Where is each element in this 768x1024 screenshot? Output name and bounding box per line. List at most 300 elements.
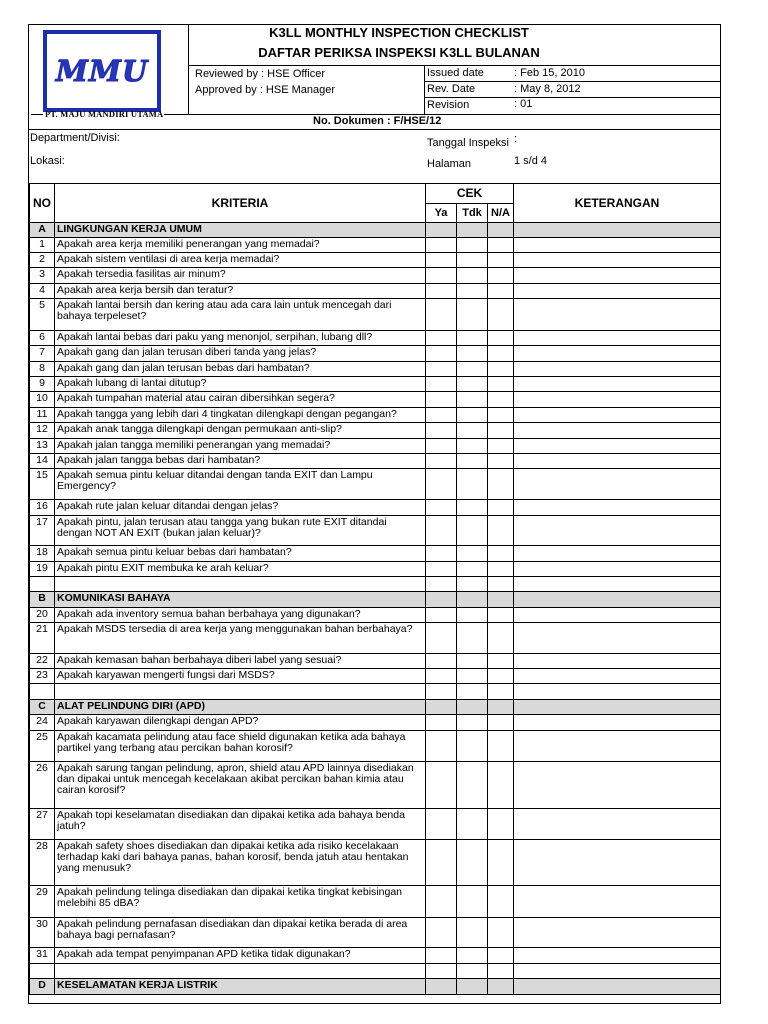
check-na-cell[interactable]: [488, 948, 514, 964]
check-na-cell[interactable]: [488, 546, 514, 562]
check-tdk-cell[interactable]: [457, 840, 488, 886]
check-na-cell[interactable]: [488, 362, 514, 377]
check-tdk-cell[interactable]: [457, 346, 488, 362]
keterangan-cell[interactable]: [514, 238, 721, 253]
row-number: D: [30, 979, 55, 995]
row-number: 21: [30, 623, 55, 654]
check-na-cell[interactable]: [488, 623, 514, 654]
check-ya-cell[interactable]: [426, 809, 457, 840]
criteria-text: Apakah kacamata pelindung atau face shield digunakan ketika ada bahaya partikel yang terbang atau percikan bahan korosif?: [55, 731, 426, 762]
check-tdk-cell[interactable]: [457, 715, 488, 731]
check-tdk-cell[interactable]: [457, 762, 488, 809]
title-indonesian: DAFTAR PERIKSA INSPEKSI K3LL BULANAN: [258, 45, 540, 60]
check-ya-cell[interactable]: [426, 577, 457, 592]
row-number: 19: [30, 562, 55, 577]
check-tdk-cell: [457, 979, 488, 995]
keterangan-cell[interactable]: [514, 669, 721, 684]
row-number: 31: [30, 948, 55, 964]
title-english: K3LL MONTHLY INSPECTION CHECKLIST: [269, 25, 529, 40]
check-ya-cell[interactable]: [426, 654, 457, 669]
check-na-cell[interactable]: [488, 809, 514, 840]
criteria-text: Apakah ada inventory semua bahan berbahaya yang digunakan?: [55, 608, 426, 623]
criteria-text: Apakah pelindung pernafasan disediakan dan dipakai ketika berada di area bahaya bagi pernafasan?: [55, 918, 426, 948]
row-number: 15: [30, 469, 55, 500]
row-number: [30, 684, 55, 700]
check-na-cell[interactable]: [488, 684, 514, 700]
table-row: [30, 623, 721, 654]
check-na-cell: [488, 592, 514, 608]
reviewed-by: Reviewed by : HSE Officer: [195, 68, 326, 80]
check-tdk-cell: [457, 223, 488, 238]
table-row: [30, 253, 721, 268]
halaman-label: Halaman: [427, 158, 472, 170]
criteria-text: Apakah tumpahan material atau cairan dibersihkan segera?: [55, 392, 426, 408]
divider: [188, 25, 189, 114]
keterangan-cell[interactable]: [514, 253, 721, 268]
halaman-value: 1 s/d 4: [514, 155, 548, 167]
criteria-text: Apakah safety shoes disediakan dan dipakai ketika ada risiko kecelakaan terhadap kaki dari bahaya panas, bahan korosif, benda jatuh atau hentakan yang menusuk?: [55, 840, 426, 886]
keterangan-cell[interactable]: [514, 454, 721, 469]
column-cek: CEK: [426, 184, 514, 204]
rev-date-label: Rev. Date: [427, 83, 476, 95]
check-na-cell[interactable]: [488, 886, 514, 918]
row-number: A: [30, 223, 55, 238]
criteria-text: Apakah topi keselamatan disediakan dan dipakai ketika ada bahaya benda jatuh?: [55, 809, 426, 840]
keterangan-cell[interactable]: [514, 964, 721, 979]
section-row: [30, 700, 721, 715]
check-ya-cell: [426, 223, 457, 238]
criteria-text: Apakah pintu EXIT membuka ke arah keluar?: [55, 562, 426, 577]
keterangan-cell[interactable]: [514, 331, 721, 346]
check-ya-cell: [426, 592, 457, 608]
keterangan-cell[interactable]: [514, 362, 721, 377]
table-row: [30, 331, 721, 346]
check-tdk-cell[interactable]: [457, 454, 488, 469]
check-tdk-cell[interactable]: [457, 577, 488, 592]
table-row: [30, 546, 721, 562]
check-tdk-cell[interactable]: [457, 392, 488, 408]
divider: [31, 114, 43, 115]
row-number: [30, 964, 55, 979]
row-number: 27: [30, 809, 55, 840]
table-row: [30, 886, 721, 918]
approved-by: Approved by : HSE Manager: [195, 84, 336, 96]
keterangan-cell[interactable]: [514, 500, 721, 516]
table-row: [30, 408, 721, 423]
criteria-text: Apakah lubang di lantai ditutup?: [55, 377, 426, 392]
check-na-cell[interactable]: [488, 669, 514, 684]
check-na-cell[interactable]: [488, 577, 514, 592]
keterangan-cell[interactable]: [514, 377, 721, 392]
keterangan-cell[interactable]: [514, 423, 721, 439]
criteria-text: Apakah lantai bersih dan kering atau ada cara lain untuk mencegah dari bahaya terpeleset?: [55, 299, 426, 331]
check-tdk-cell[interactable]: [457, 546, 488, 562]
check-na-cell[interactable]: [488, 918, 514, 948]
section-row: [30, 979, 721, 995]
keterangan-cell[interactable]: [514, 918, 721, 948]
section-row: [30, 592, 721, 608]
check-na-cell[interactable]: [488, 268, 514, 284]
check-tdk-cell[interactable]: [457, 731, 488, 762]
row-number: 12: [30, 423, 55, 439]
revision-value: : 01: [514, 98, 533, 110]
divider: [164, 114, 188, 115]
criteria-text: Apakah jalan tangga bebas dari hambatan?: [55, 454, 426, 469]
table-row: [30, 454, 721, 469]
criteria-text: Apakah sarung tangan pelindung, apron, shield atau APD lainnya disediakan dan dipakai untuk mencegah kecelakaan akibat percikan bahan kimia atau cairan korosif?: [55, 762, 426, 809]
keterangan-cell[interactable]: [514, 715, 721, 731]
table-row: [30, 469, 721, 500]
check-ya-cell[interactable]: [426, 439, 457, 454]
keterangan-cell[interactable]: [514, 623, 721, 654]
check-ya-cell[interactable]: [426, 562, 457, 577]
keterangan-cell[interactable]: [514, 608, 721, 623]
check-na-cell[interactable]: [488, 284, 514, 299]
check-ya-cell[interactable]: [426, 918, 457, 948]
check-ya-cell[interactable]: [426, 948, 457, 964]
row-number: 3: [30, 268, 55, 284]
check-ya-cell[interactable]: [426, 715, 457, 731]
keterangan-cell[interactable]: [514, 408, 721, 423]
check-na-cell[interactable]: [488, 715, 514, 731]
row-number: 4: [30, 284, 55, 299]
row-number: 17: [30, 516, 55, 546]
section-title: KESELAMATAN KERJA LISTRIK: [55, 979, 426, 995]
keterangan-cell[interactable]: [514, 562, 721, 577]
criteria-text: Apakah jalan tangga memiliki penerangan yang memadai?: [55, 439, 426, 454]
checklist-sheet: [28, 24, 721, 1004]
check-ya-cell[interactable]: [426, 346, 457, 362]
check-ya-cell[interactable]: [426, 886, 457, 918]
check-na-cell: [488, 700, 514, 715]
criteria-text: Apakah anak tangga dilengkapi dengan permukaan anti-slip?: [55, 423, 426, 439]
check-na-cell[interactable]: [488, 454, 514, 469]
row-number: 22: [30, 654, 55, 669]
check-tdk-cell[interactable]: [457, 423, 488, 439]
row-number: 24: [30, 715, 55, 731]
row-number: B: [30, 592, 55, 608]
row-number: C: [30, 700, 55, 715]
divider: [424, 81, 720, 82]
check-tdk-cell[interactable]: [457, 948, 488, 964]
table-row: [30, 964, 721, 979]
check-tdk-cell[interactable]: [457, 684, 488, 700]
check-tdk-cell[interactable]: [457, 238, 488, 253]
company-name: PT. MAJU MANDIRI UTAMA: [45, 109, 164, 119]
keterangan-cell[interactable]: [514, 948, 721, 964]
criteria-text: Apakah area kerja memiliki penerangan yang memadai?: [55, 238, 426, 253]
check-tdk-cell[interactable]: [457, 253, 488, 268]
keterangan-cell[interactable]: [514, 268, 721, 284]
table-row: [30, 715, 721, 731]
divider: [188, 65, 720, 66]
check-ya-cell[interactable]: [426, 238, 457, 253]
check-tdk-cell[interactable]: [457, 500, 488, 516]
row-number: 13: [30, 439, 55, 454]
check-tdk-cell[interactable]: [457, 377, 488, 392]
check-na-cell[interactable]: [488, 299, 514, 331]
section-row: [30, 223, 721, 238]
divider: [424, 65, 425, 114]
check-na-cell[interactable]: [488, 654, 514, 669]
check-na-cell[interactable]: [488, 439, 514, 454]
row-number: 29: [30, 886, 55, 918]
check-ya-cell[interactable]: [426, 731, 457, 762]
check-ya-cell[interactable]: [426, 669, 457, 684]
check-tdk-cell[interactable]: [457, 654, 488, 669]
section-title: LINGKUNGAN KERJA UMUM: [55, 223, 426, 238]
check-na-cell[interactable]: [488, 762, 514, 809]
row-number: 8: [30, 362, 55, 377]
check-tdk-cell[interactable]: [457, 623, 488, 654]
keterangan-cell[interactable]: [514, 346, 721, 362]
check-ya-cell[interactable]: [426, 546, 457, 562]
check-tdk-cell[interactable]: [457, 669, 488, 684]
issued-date-value: : Feb 15, 2010: [514, 67, 585, 79]
criteria-text: Apakah sistem ventilasi di area kerja memadai?: [55, 253, 426, 268]
check-ya-cell: [426, 700, 457, 715]
check-ya-cell[interactable]: [426, 454, 457, 469]
check-tdk-cell[interactable]: [457, 268, 488, 284]
check-na-cell[interactable]: [488, 731, 514, 762]
check-ya-cell[interactable]: [426, 377, 457, 392]
check-tdk-cell: [457, 592, 488, 608]
row-number: 25: [30, 731, 55, 762]
check-na-cell[interactable]: [488, 562, 514, 577]
row-number: 14: [30, 454, 55, 469]
criteria-text: [55, 577, 426, 592]
table-row: [30, 809, 721, 840]
check-ya-cell[interactable]: [426, 684, 457, 700]
column-kriteria: KRITERIA: [55, 184, 426, 223]
tanggal-inspeksi-label: Tanggal Inspeksi: [427, 137, 509, 149]
criteria-text: Apakah karyawan dilengkapi dengan APD?: [55, 715, 426, 731]
check-na-cell[interactable]: [488, 408, 514, 423]
criteria-text: Apakah semua pintu keluar ditandai dengan tanda EXIT dan Lampu Emergency?: [55, 469, 426, 500]
check-ya-cell[interactable]: [426, 284, 457, 299]
check-tdk-cell[interactable]: [457, 608, 488, 623]
check-na-cell: [488, 223, 514, 238]
row-number: 30: [30, 918, 55, 948]
row-number: 18: [30, 546, 55, 562]
row-number: 26: [30, 762, 55, 809]
section-title: ALAT PELINDUNG DIRI (APD): [55, 700, 426, 715]
row-number: 11: [30, 408, 55, 423]
lokasi-field[interactable]: Lokasi:: [30, 155, 65, 167]
table-row: [30, 362, 721, 377]
check-tdk-cell[interactable]: [457, 918, 488, 948]
table-row: [30, 284, 721, 299]
column-keterangan: KETERANGAN: [514, 184, 721, 223]
table-row: [30, 299, 721, 331]
criteria-text: Apakah rute jalan keluar ditandai dengan jelas?: [55, 500, 426, 516]
check-na-cell[interactable]: [488, 423, 514, 439]
check-ya-cell: [426, 979, 457, 995]
criteria-text: Apakah lantai bebas dari paku yang menonjol, serpihan, lubang dll?: [55, 331, 426, 346]
check-tdk-cell: [457, 700, 488, 715]
row-number: 1: [30, 238, 55, 253]
keterangan-cell[interactable]: [514, 516, 721, 546]
table-row: [30, 577, 721, 592]
check-tdk-cell[interactable]: [457, 562, 488, 577]
criteria-text: Apakah pintu, jalan terusan atau tangga yang bukan rute EXIT ditandai dengan NOT AN EXIT (bukan jalan keluar)?: [55, 516, 426, 546]
check-ya-cell[interactable]: [426, 392, 457, 408]
check-ya-cell[interactable]: [426, 964, 457, 979]
table-row: [30, 918, 721, 948]
logo-text: MMU: [55, 54, 149, 88]
criteria-text: Apakah gang dan jalan terusan bebas dari hambatan?: [55, 362, 426, 377]
section-title: KOMUNIKASI BAHAYA: [55, 592, 426, 608]
keterangan-cell: [514, 700, 721, 715]
table-row: [30, 684, 721, 700]
check-na-cell[interactable]: [488, 346, 514, 362]
document-header: [29, 25, 720, 129]
check-na-cell[interactable]: [488, 516, 514, 546]
keterangan-cell[interactable]: [514, 684, 721, 700]
check-ya-cell[interactable]: [426, 500, 457, 516]
column-no: NO: [30, 184, 55, 223]
table-row: [30, 516, 721, 546]
check-tdk-cell[interactable]: [457, 284, 488, 299]
check-na-cell[interactable]: [488, 253, 514, 268]
divider: [424, 97, 720, 98]
check-ya-cell[interactable]: [426, 253, 457, 268]
document-number: No. Dokumen : F/HSE/12: [313, 115, 442, 127]
keterangan-cell[interactable]: [514, 469, 721, 500]
criteria-text: Apakah ada tempat penyimpanan APD ketika tidak digunakan?: [55, 948, 426, 964]
row-number: 16: [30, 500, 55, 516]
column-na: N/A: [488, 204, 514, 223]
criteria-text: Apakah tangga yang lebih dari 4 tingkatan dilengkapi dengan pegangan?: [55, 408, 426, 423]
row-number: 7: [30, 346, 55, 362]
row-number: 9: [30, 377, 55, 392]
keterangan-cell[interactable]: [514, 577, 721, 592]
table-row: [30, 268, 721, 284]
check-na-cell[interactable]: [488, 500, 514, 516]
department-field[interactable]: Department/Divisi:: [30, 132, 120, 144]
check-tdk-cell[interactable]: [457, 439, 488, 454]
table-row: [30, 439, 721, 454]
check-ya-cell[interactable]: [426, 362, 457, 377]
table-row: [30, 423, 721, 439]
check-tdk-cell[interactable]: [457, 331, 488, 346]
divider: [29, 129, 720, 130]
criteria-text: [55, 964, 426, 979]
check-ya-cell[interactable]: [426, 762, 457, 809]
check-tdk-cell[interactable]: [457, 469, 488, 500]
check-na-cell[interactable]: [488, 238, 514, 253]
keterangan-cell[interactable]: [514, 731, 721, 762]
check-tdk-cell[interactable]: [457, 886, 488, 918]
check-tdk-cell[interactable]: [457, 964, 488, 979]
check-ya-cell[interactable]: [426, 623, 457, 654]
check-tdk-cell[interactable]: [457, 362, 488, 377]
check-tdk-cell[interactable]: [457, 516, 488, 546]
checklist-table: [29, 183, 721, 995]
check-ya-cell[interactable]: [426, 840, 457, 886]
revision-label: Revision: [427, 99, 470, 111]
keterangan-cell: [514, 979, 721, 995]
row-number: 5: [30, 299, 55, 331]
company-logo: [43, 30, 161, 112]
check-na-cell[interactable]: [488, 840, 514, 886]
table-row: [30, 346, 721, 362]
check-na-cell[interactable]: [488, 377, 514, 392]
table-row: [30, 654, 721, 669]
table-row: [30, 731, 721, 762]
check-ya-cell[interactable]: [426, 516, 457, 546]
criteria-text: Apakah pelindung telinga disediakan dan dipakai ketika tingkat kebisingan melebihi 85 dBA?: [55, 886, 426, 918]
criteria-text: Apakah area kerja bersih dan teratur?: [55, 284, 426, 299]
column-tdk: Tdk: [457, 204, 488, 223]
check-ya-cell[interactable]: [426, 608, 457, 623]
row-number: 28: [30, 840, 55, 886]
table-row: [30, 762, 721, 809]
keterangan-cell: [514, 223, 721, 238]
check-ya-cell[interactable]: [426, 469, 457, 500]
criteria-text: Apakah MSDS tersedia di area kerja yang menggunakan bahan berbahaya?: [55, 623, 426, 654]
table-row: [30, 377, 721, 392]
check-na-cell[interactable]: [488, 392, 514, 408]
check-ya-cell[interactable]: [426, 299, 457, 331]
check-na-cell[interactable]: [488, 608, 514, 623]
check-na-cell: [488, 979, 514, 995]
table-header-row: [30, 184, 721, 204]
keterangan-cell[interactable]: [514, 546, 721, 562]
keterangan-cell[interactable]: [514, 654, 721, 669]
table-row: [30, 500, 721, 516]
row-number: 23: [30, 669, 55, 684]
tanggal-inspeksi-value[interactable]: :: [514, 133, 518, 145]
check-na-cell[interactable]: [488, 964, 514, 979]
keterangan-cell[interactable]: [514, 392, 721, 408]
keterangan-cell[interactable]: [514, 809, 721, 840]
row-number: 2: [30, 253, 55, 268]
keterangan-cell[interactable]: [514, 886, 721, 918]
row-number: 6: [30, 331, 55, 346]
check-tdk-cell[interactable]: [457, 408, 488, 423]
criteria-text: Apakah semua pintu keluar bebas dari hambatan?: [55, 546, 426, 562]
criteria-text: Apakah kemasan bahan berbahaya diberi label yang sesuai?: [55, 654, 426, 669]
table-row: [30, 948, 721, 964]
check-ya-cell[interactable]: [426, 423, 457, 439]
table-row: [30, 608, 721, 623]
divider: [188, 114, 720, 115]
keterangan-cell[interactable]: [514, 439, 721, 454]
keterangan-cell[interactable]: [514, 284, 721, 299]
table-row: [30, 840, 721, 886]
check-na-cell[interactable]: [488, 469, 514, 500]
table-row: [30, 562, 721, 577]
table-row: [30, 238, 721, 253]
criteria-text: Apakah tersedia fasilitas air minum?: [55, 268, 426, 284]
criteria-text: [55, 684, 426, 700]
check-ya-cell[interactable]: [426, 268, 457, 284]
check-ya-cell[interactable]: [426, 331, 457, 346]
column-ya: Ya: [426, 204, 457, 223]
keterangan-cell[interactable]: [514, 840, 721, 886]
check-na-cell[interactable]: [488, 331, 514, 346]
table-row: [30, 392, 721, 408]
check-ya-cell[interactable]: [426, 408, 457, 423]
table-row: [30, 669, 721, 684]
keterangan-cell[interactable]: [514, 299, 721, 331]
rev-date-value: : May 8, 2012: [514, 83, 581, 95]
check-tdk-cell[interactable]: [457, 809, 488, 840]
check-tdk-cell[interactable]: [457, 299, 488, 331]
keterangan-cell[interactable]: [514, 762, 721, 809]
row-number: [30, 577, 55, 592]
